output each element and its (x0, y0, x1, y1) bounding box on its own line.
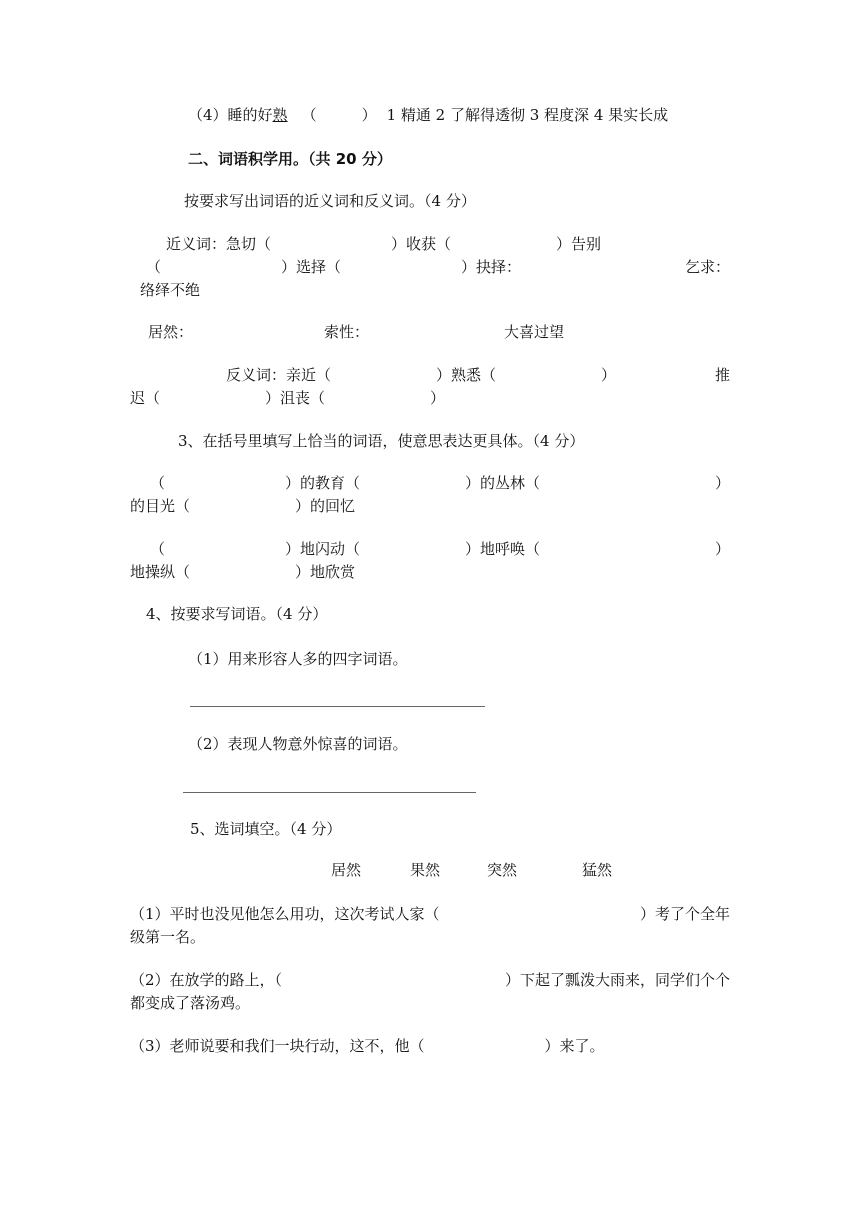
sentence-2b: 都变成了落汤鸡。 (130, 994, 251, 1012)
sentence-1a-left: （1）平时也没见他怎么用功，这次考试人家（ (130, 905, 440, 923)
sentence-2a-left: （2）在放学的路上，（ (130, 971, 283, 989)
word-choice-2: 果然 (410, 861, 441, 879)
q4-item-options: 1 精通 2 了解得透彻 3 程度深 4 果实长成 (386, 106, 669, 124)
q4-item-prefix: （4）睡的好 (188, 106, 273, 124)
sentence-1b: 级第一名。 (130, 928, 206, 946)
part3-row-1a-left: （ ）的教育（ ）的丛林（ (150, 474, 541, 492)
part3-row-2a-right: ） (714, 540, 730, 558)
section-title: 二、词语积学用。（共 20 分） (188, 150, 392, 168)
synonym-juran: 居然： (148, 323, 194, 341)
part3-instruction: 3、在括号里填写上恰当的词语，使意思表达更具体。（4 分） (178, 432, 585, 450)
antonym-line-1-right: 推 (714, 366, 730, 384)
part3-row-2a (150, 538, 730, 560)
part4-item-2: （2）表现人物意外惊喜的词语。 (188, 735, 408, 753)
sentence-1a-right: ）考了个全年 (639, 905, 730, 923)
sentence-2a (130, 969, 730, 991)
part4-item-1: （1）用来形容人多的四字词语。 (188, 650, 408, 668)
q4-item (188, 104, 668, 126)
sentence-3: （3）老师说要和我们一块行动，这不，他（ ）来了。 (130, 1037, 605, 1055)
q4-item-char: 熟 (272, 106, 288, 124)
answer-line-2[interactable] (183, 792, 476, 793)
part3-row-1b: 的目光（ ）的回忆 (130, 497, 356, 515)
word-choice-3: 突然 (487, 861, 518, 879)
antonym-line-1-left: 反义词：亲近（ ）熟悉（ ） (226, 366, 617, 384)
part3-row-2a-left: （ ）地闪动（ ）地呼唤（ (150, 540, 541, 558)
sentence-2a-right: ）下起了瓢泼大雨来，同学们个个 (504, 971, 730, 989)
synonym-line-2-right: 乞求： (684, 258, 730, 276)
synonym-line-2-left: （ ）选择（ ）抉择： (146, 258, 522, 276)
part4-instruction: 4、按要求写词语。（4 分） (146, 605, 328, 623)
q4-item-blank[interactable]: （ ） (301, 106, 377, 124)
synonym-line-2 (146, 256, 730, 278)
antonym-line-1 (226, 364, 730, 386)
part3-row-1a-right: ） (714, 474, 730, 492)
synonym-daxi: 大喜过望 (504, 323, 565, 341)
word-choice-4: 猛然 (582, 861, 613, 879)
antonym-line-2: 迟（ ）沮丧（ ） (130, 389, 446, 407)
synonym-line-3: 络绎不绝 (140, 281, 201, 299)
answer-line-1[interactable] (190, 706, 485, 707)
synonym-line-1: 近义词：急切（ ）收获（ ）告别 (166, 235, 602, 253)
synonym-suoxing: 索性： (324, 323, 370, 341)
part1-instruction: 按要求写出词语的近义词和反义词。（4 分） (184, 192, 476, 210)
sentence-1a (130, 903, 730, 925)
part3-row-2b: 地操纵（ ）地欣赏 (130, 563, 356, 581)
word-choice-1: 居然 (331, 861, 362, 879)
part3-row-1a (150, 472, 730, 494)
part5-instruction: 5、选词填空。（4 分） (190, 820, 342, 838)
